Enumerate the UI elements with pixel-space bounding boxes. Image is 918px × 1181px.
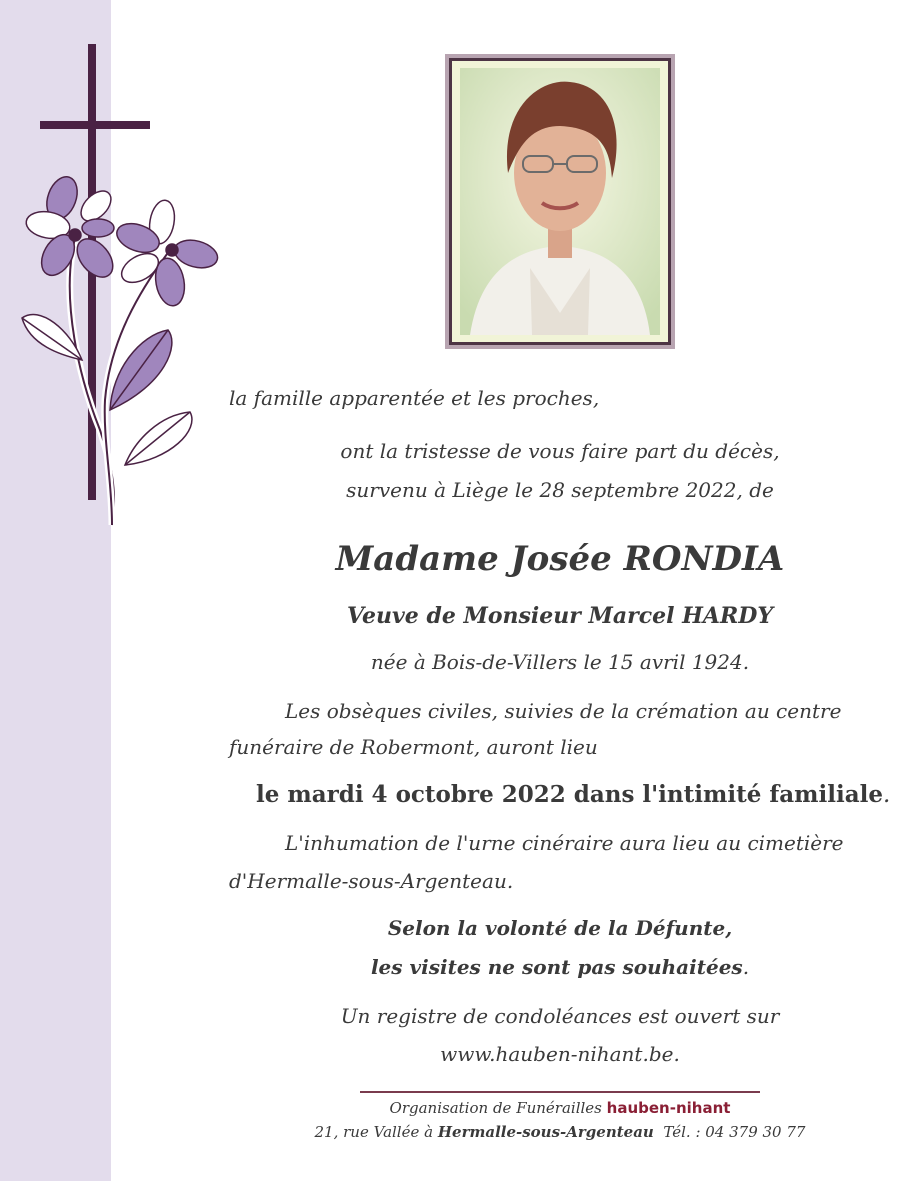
deceased-name: Madame Josée RONDIA: [335, 539, 785, 579]
tristesse-line: ont la tristesse de vous faire part du décès,: [340, 439, 780, 463]
volonte-line-2: les visites ne sont pas souhaitées.: [370, 955, 750, 979]
obseques-line-1: Les obsèques civiles, suivies de la crémation au centre: [285, 699, 842, 723]
phone-number: Tél. : 04 379 30 77: [663, 1123, 806, 1141]
obseques-line-2: funéraire de Robermont, auront lieu: [229, 735, 598, 759]
registre-url[interactable]: www.hauben-nihant.be.: [440, 1042, 680, 1066]
footer-divider: [360, 1091, 760, 1093]
inhumation-line-1: L'inhumation de l'urne cinéraire aura lieu au cimetière: [285, 831, 844, 855]
flower-icon: [113, 198, 221, 308]
inhumation-line-2: d'Hermalle-sous-Argenteau.: [229, 869, 514, 893]
brand-logo: hauben-nihant: [606, 1099, 731, 1117]
registre-line-1: Un registre de condoléances est ouvert sur: [340, 1004, 780, 1028]
footer-org-line: Organisation de Funérailles hauben-nihant: [389, 1099, 731, 1117]
obseques-date: le mardi 4 octobre 2022 dans l'intimité familiale: [256, 781, 883, 808]
volonte-line-1: Selon la volonté de la Défunte,: [387, 916, 733, 940]
family-line: la famille apparentée et les proches,: [229, 386, 600, 410]
cross-flowers-decoration: [0, 0, 230, 540]
birth-line: née à Bois-de-Villers le 15 avril 1924.: [370, 650, 750, 674]
portrait-frame: [445, 54, 675, 349]
portrait-photo: [460, 68, 660, 335]
footer-address-line: 21, rue Vallée à Hermalle-sous-Argenteau Tél. : 04 379 30 77: [314, 1123, 806, 1141]
survenu-line: survenu à Liège le 28 septembre 2022, de: [346, 478, 774, 502]
obseques-date-line: le mardi 4 octobre 2022 dans l'intimité familiale.: [256, 781, 891, 808]
widow-of-line: Veuve de Monsieur Marcel HARDY: [346, 603, 774, 629]
